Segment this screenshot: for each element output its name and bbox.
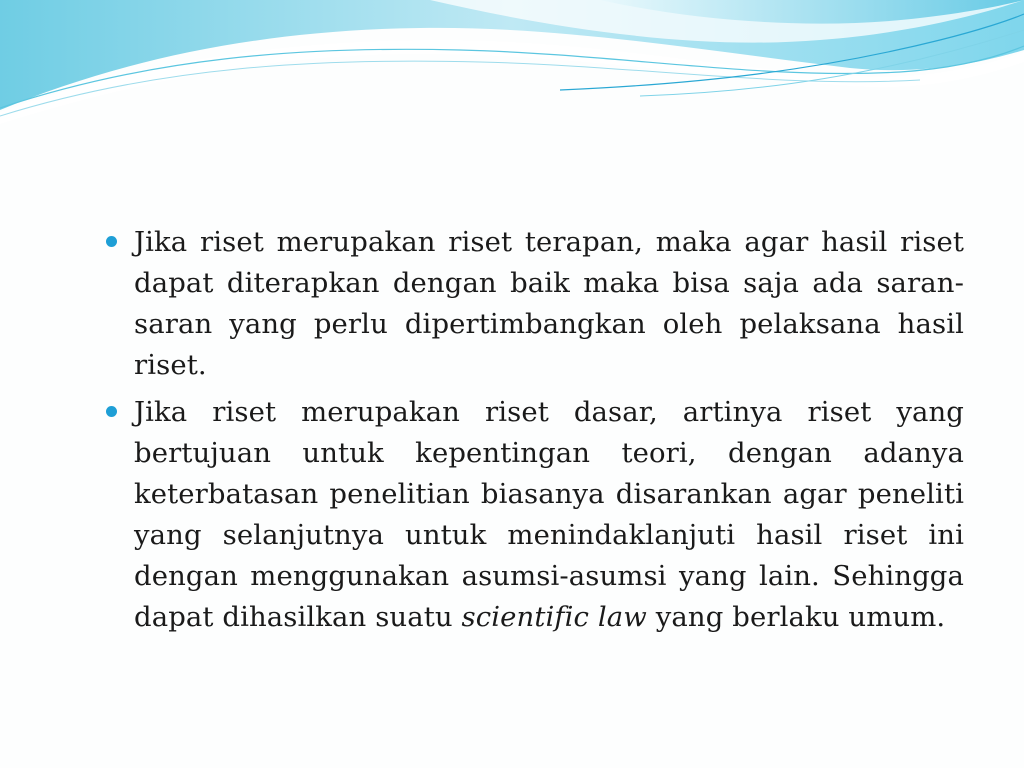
bullet-text-italic: scientific law bbox=[461, 601, 647, 633]
bullet-text-part: Jika riset merupakan riset dasar, artinya riset yang bertujuan untuk kepentingan teori, dengan adanya keterbatasan penelitian biasanya disarankan agar peneliti yang selanjutnya untuk menindaklanjuti hasil riset ini dengan menggunakan asumsi-asumsi yang lain. Sehingga dapat dihasilkan suatu bbox=[134, 396, 964, 633]
bullet-text bbox=[134, 392, 964, 638]
header-wave-decoration bbox=[0, 0, 1024, 130]
bullet-item bbox=[104, 392, 964, 638]
bullet-list bbox=[104, 222, 964, 644]
bullet-text: Jika riset merupakan riset terapan, maka agar hasil riset dapat diterapkan dengan baik maka bisa saja ada saran-saran yang perlu dipertimbangkan oleh pelaksana hasil riset. bbox=[134, 226, 964, 381]
bullet-icon bbox=[106, 406, 117, 417]
bullet-item bbox=[104, 222, 964, 386]
bullet-text-part: yang berlaku umum. bbox=[646, 601, 946, 633]
bullet-icon bbox=[106, 236, 117, 247]
